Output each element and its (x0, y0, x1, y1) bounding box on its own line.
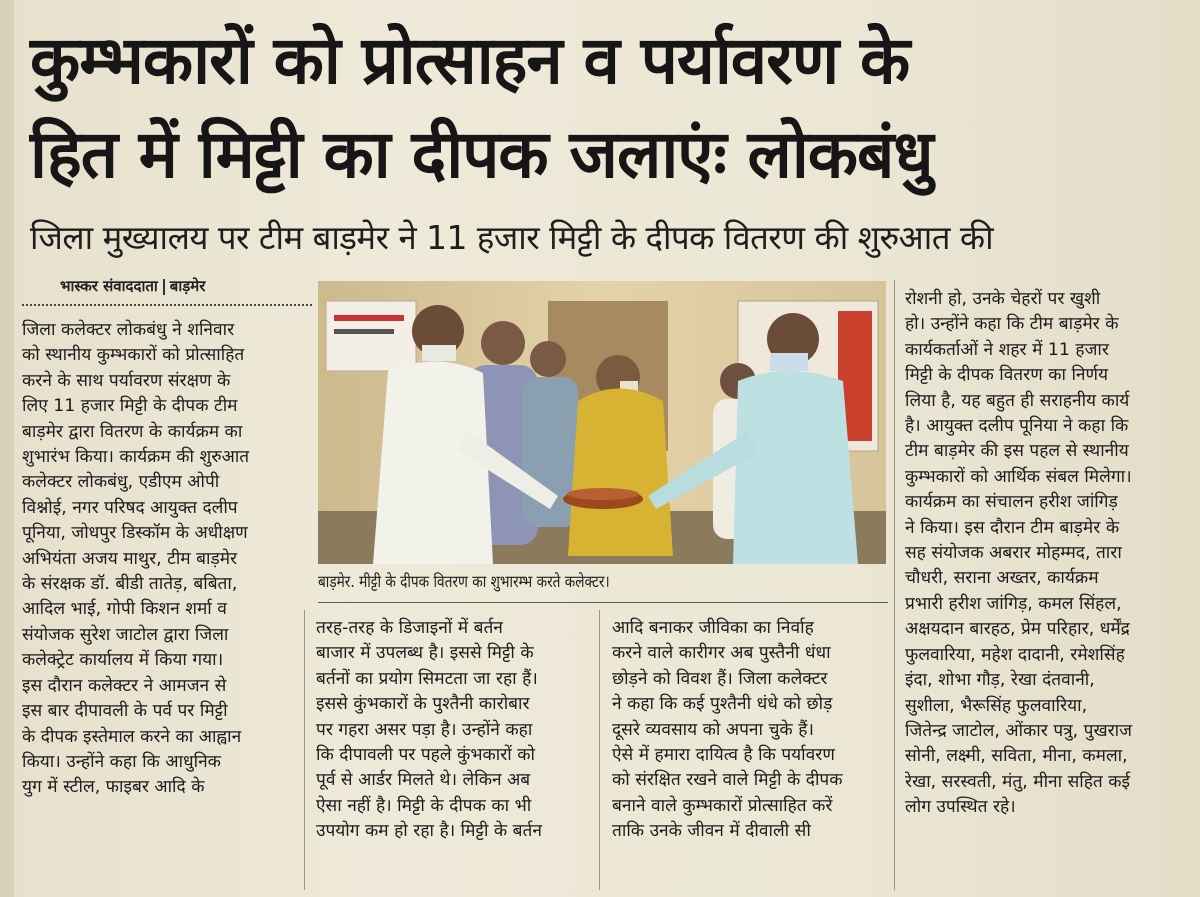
article-text-line: कलेक्ट्रेट कार्यालय में किया गया। (22, 650, 224, 671)
article-text-line: ऐसे में हमारा दायित्व है कि पर्यावरण (612, 745, 835, 766)
article-text-line: चौधरी, सराना अख्तर, कार्यक्रम (905, 568, 1099, 589)
article-text-line: आदि बनाकर जीविका का निर्वाह (612, 618, 814, 638)
byline (60, 276, 205, 296)
article-text-line: लोग उपस्थित रहे। (905, 797, 1016, 818)
article-text-line: फुलवारिया, महेश दादानी, रमेशसिंह (905, 644, 1125, 665)
byline-place: बाड़मेर (169, 277, 206, 295)
headline-line-2: हित में मिट्टी का दीपक जलाएंः लोकबंधु (30, 116, 933, 193)
article-text-line: ताकि उनके जीवन में दीवाली सी (612, 821, 811, 842)
article-text-line: बाजार में उपलब्ध है। इससे मिट्टी के (316, 643, 534, 664)
article-text-line: बनाने वाले कुम्भकारों प्रोत्साहित करें (612, 795, 833, 816)
article-text-line: अभियंता अजय माथुर, टीम बाड़मेर (22, 548, 238, 569)
article-text-line: ने किया। इस दौरान टीम बाड़मेर के (905, 517, 1120, 538)
article-text-line: जिला कलेक्टर लोकबंधु ने शनिवार (22, 320, 235, 340)
article-text-line: किया। उन्होंने कहा कि आधुनिक (22, 751, 221, 772)
caption-rule (318, 602, 888, 603)
article-text-line: पर गहरा असर पड़ा है। उन्होंने कहा (316, 719, 533, 740)
photo-caption: बाड़मेर. मीट्टी के दीपक वितरण का शुभारम्भ करते कलेक्टर। (318, 572, 610, 591)
news-photo (318, 281, 886, 564)
photo-illustration (318, 281, 886, 564)
article-text-line: ऐसा नहीं है। मिट्टी के दीपक का भी (316, 795, 532, 816)
article-text-line: कार्यक्रम का संचालन हरीश जांगिड़ (905, 492, 1118, 513)
article-text-line: ने कहा कि कई पुश्तैनी धंधे को छोड़ (612, 694, 833, 715)
article-text-line: पूनिया, जोधपुर डिस्कॉम के अधीक्षण (22, 523, 248, 544)
article-text-line: बाड़मेर द्वारा वितरण के कार्यक्रम का (22, 421, 243, 442)
article-text-line: इससे कुंभकारों के पुश्तैनी कारोबार (316, 694, 530, 715)
article-text-line: जितेन्द्र जाटोल, ओंकार पत्रु, पुखराज (905, 720, 1132, 741)
column-divider (894, 280, 895, 890)
article-column-3 (612, 616, 888, 845)
article-text-line: प्रभारी हरीश जांगिड़, कमल सिंहल, (905, 593, 1122, 614)
article-text-line: सोनी, लक्ष्मी, सविता, मीना, कमला, (905, 746, 1128, 767)
article-text-line: बर्तनों का प्रयोग सिमटता जा रहा हैं। (316, 668, 538, 689)
article-text-line: लिए 11 हजार मिट्टी के दीपक टीम (22, 396, 238, 417)
article-text-line: कलेक्टर लोकबंधु, एडीएम ओपी (22, 472, 220, 493)
article-text-line: शुभारंभ किया। कार्यक्रम की शुरुआत (22, 447, 250, 468)
byline-divider (163, 279, 165, 295)
article-text-line: रेखा, सरस्वती, मंतु, मीना सहित कई (905, 771, 1131, 792)
article-text-line: युग में स्टील, फाइबर आदि के (22, 777, 205, 798)
article-text-line: के संरक्षक डॉ. बीडी तातेड़, बबिता, (22, 574, 238, 595)
article-text-line: विश्नोई, नगर परिषद आयुक्त दलीप (22, 497, 238, 518)
article-text-line: दूसरे व्यवसाय को अपना चुके हैं। (612, 719, 814, 740)
article-text-line: इस दौरान कलेक्टर ने आमजन से (22, 675, 227, 696)
article-text-line: सुशीला, भैरूसिंह फुलवारिया, (905, 695, 1088, 716)
article-text-line: इस बार दीपावली के पर्व पर मिट्टी (22, 701, 228, 722)
article-text-line: तरह-तरह के डिजाइनों में बर्तन (316, 618, 503, 638)
article-text-line: को संरक्षित रखने वाले मिट्टी के दीपक (612, 770, 843, 791)
column-divider (599, 610, 600, 890)
article-text-line: कार्यकर्ताओं ने शहर में 11 हजार (905, 339, 1109, 360)
article-text-line: को स्थानीय कुम्भकारों को प्रोत्साहित (22, 345, 245, 366)
article-column-1 (22, 318, 314, 801)
article-text-line: करने वाले कारीगर अब पुस्तैनी धंधा (612, 643, 831, 664)
article-text-line: उपयोग कम हो रहा है। मिट्टी के बर्तन (316, 821, 542, 842)
article-text-line: अक्षयदान बारहठ, प्रेम परिहार, धर्मेंद्र (905, 619, 1130, 640)
headline-line-1: कुम्भकारों को प्रोत्साहन व पर्यावरण के (30, 22, 910, 99)
article-text-line: मिट्टी के दीपक वितरण का निर्णय (905, 365, 1109, 386)
article-text-line: पूर्व से आर्डर मिलते थे। लेकिन अब (316, 770, 531, 791)
article-text-line: लिया है, यह बहुत ही सराहनीय कार्य (905, 390, 1130, 411)
article-text-line: है। आयुक्त दलीप पूनिया ने कहा कि (905, 416, 1129, 437)
article-text-line: छोड़ने को विवश हैं। जिला कलेक्टर (612, 668, 828, 689)
article-text-line: रोशनी हो, उनके चेहरों पर खुशी (905, 289, 1101, 309)
article-text-line: कि दीपावली पर पहले कुंभकारों को (316, 745, 536, 766)
article-text-line: कुम्भकारों को आर्थिक संबल मिलेगा। (905, 466, 1132, 487)
article-column-2 (316, 616, 592, 845)
subheadline: जिला मुख्यालय पर टीम बाड़मेर ने 11 हजार मिट्टी के दीपक वितरण की शुरुआत की (30, 218, 994, 257)
article-text-line: करने के साथ पर्यावरण संरक्षण के (22, 370, 231, 391)
article-text-line: के दीपक इस्तेमाल करने का आह्वान (22, 726, 242, 747)
article-text-line: संयोजक सुरेश जाटोल द्वारा जिला (22, 624, 229, 645)
byline-dotted-rule (22, 304, 312, 306)
article-column-4 (905, 287, 1181, 821)
byline-reporter: भास्कर संवाददाता (60, 277, 158, 295)
article-text-line: सह संयोजक अबरार मोहम्मद, तारा (905, 543, 1122, 564)
article-text-line: टीम बाड़मेर की इस पहल से स्थानीय (905, 441, 1129, 462)
article-text-line: आदिल भाई, गोपी किशन शर्मा व (22, 599, 227, 620)
article-text-line: हो। उन्होंने कहा कि टीम बाड़मेर के (905, 314, 1119, 335)
article-text-line: इंदा, शोभा गौड़, रेखा दंतवानी, (905, 670, 1095, 691)
page-edge-shadow (0, 0, 14, 897)
